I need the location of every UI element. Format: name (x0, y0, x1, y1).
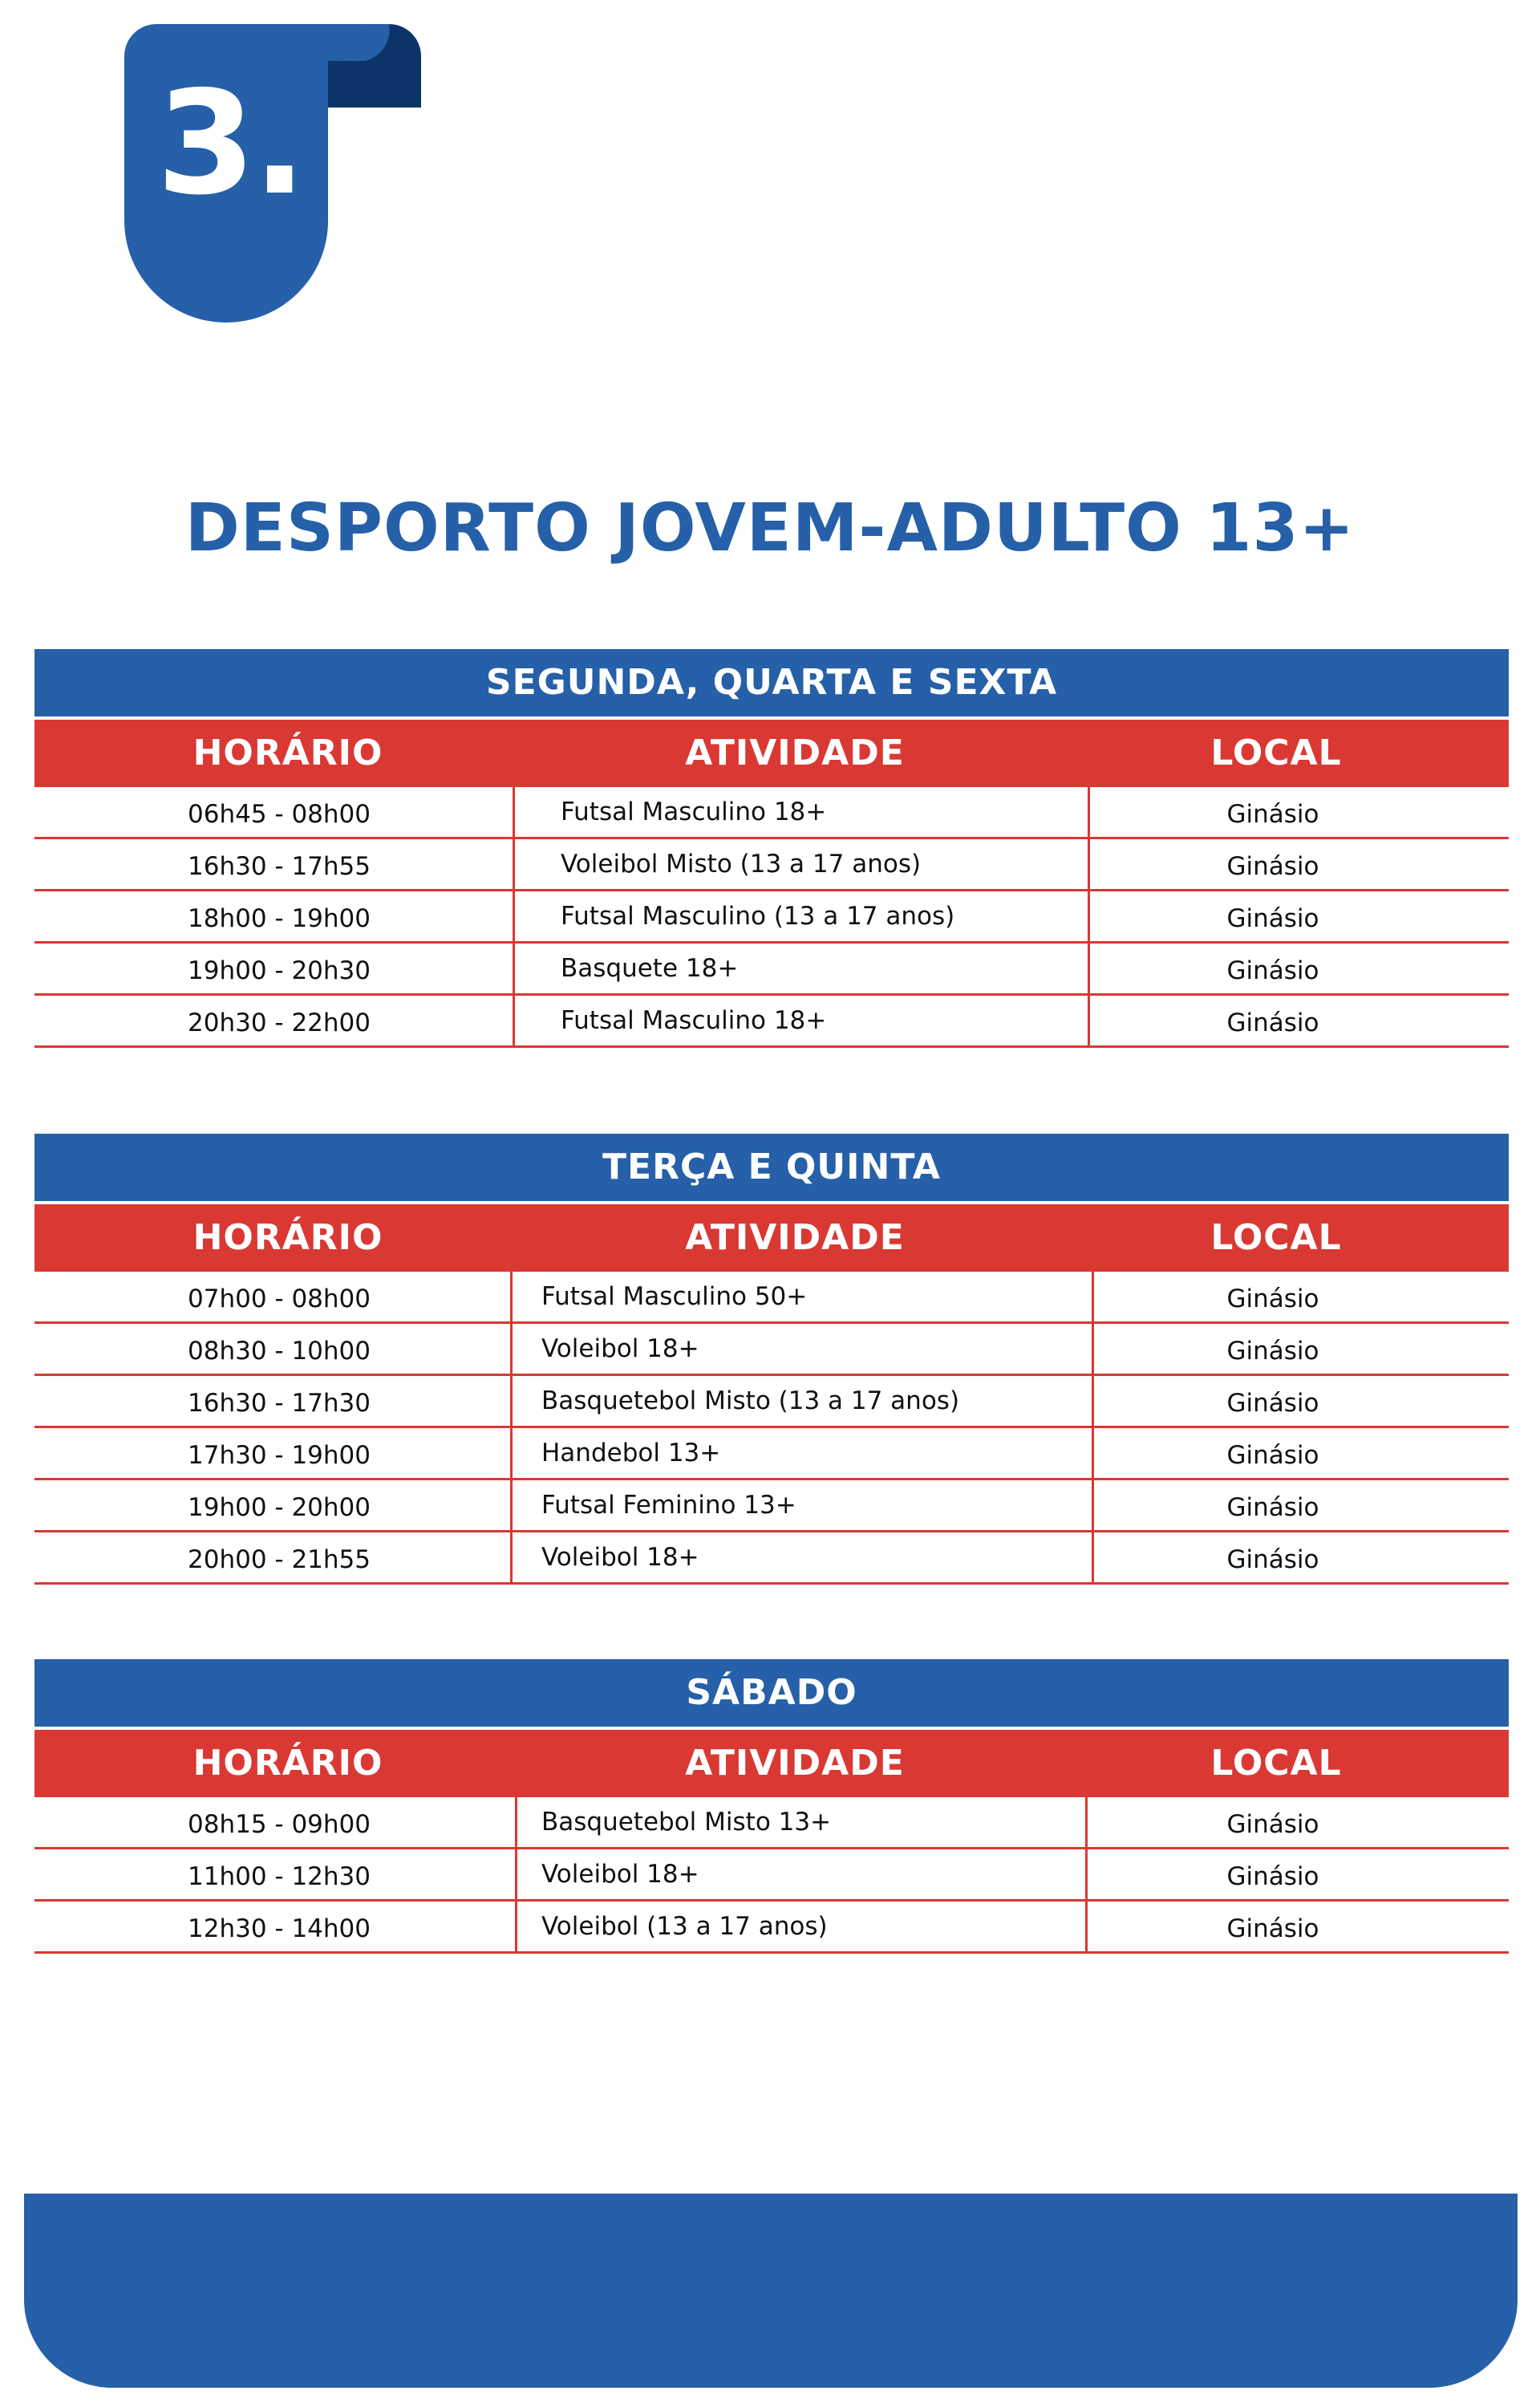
column-header-horario: HORÁRIO (192, 1743, 383, 1784)
column-header-local: LOCAL (1210, 733, 1342, 773)
local-cell: Ginásio (1226, 800, 1319, 829)
time-cell: 16h30 - 17h30 (188, 1389, 371, 1418)
activity-cell: Basquetebol Misto 13+ (541, 1808, 832, 1837)
column-header-local: LOCAL (1210, 1217, 1342, 1258)
column-header-row (34, 1204, 1509, 1272)
table-row (34, 1272, 1509, 1324)
time-cell: 18h00 - 19h00 (188, 904, 371, 933)
activity-cell: Handebol 13+ (541, 1439, 721, 1467)
table-row (34, 1480, 1509, 1532)
activity-cell: Voleibol Misto (13 a 17 anos) (561, 850, 922, 879)
column-header-horario: HORÁRIO (192, 1217, 383, 1258)
time-cell: 16h30 - 17h55 (188, 852, 371, 881)
table-row (34, 839, 1509, 891)
table-row (34, 891, 1509, 944)
column-header-row (34, 1730, 1509, 1797)
activity-cell: Futsal Masculino 50+ (541, 1282, 808, 1311)
section-heading: TERÇA E QUINTA (34, 1134, 1509, 1201)
column-divider (515, 1797, 517, 1954)
activity-cell: Basquete 18+ (561, 954, 739, 983)
time-cell: 06h45 - 08h00 (188, 800, 371, 829)
page-title: DESPORTO JOVEM-ADULTO 13+ (184, 490, 1356, 566)
local-cell: Ginásio (1226, 852, 1319, 881)
section-number-badge (124, 24, 421, 323)
local-cell: Ginásio (1226, 1493, 1319, 1522)
column-header-atividade: ATIVIDADE (685, 1743, 905, 1784)
activity-cell: Voleibol 18+ (541, 1860, 699, 1889)
time-cell: 08h15 - 09h00 (188, 1810, 371, 1839)
column-header-horario: HORÁRIO (192, 733, 383, 773)
table-row (34, 1324, 1509, 1376)
schedule-section-1 (34, 649, 1509, 1048)
local-cell: Ginásio (1226, 1441, 1319, 1470)
table-row (34, 1376, 1509, 1428)
time-cell: 19h00 - 20h30 (188, 956, 371, 985)
column-divider (1092, 1272, 1094, 1585)
time-cell: 12h30 - 14h00 (188, 1914, 371, 1943)
column-divider (513, 787, 515, 1048)
activity-cell: Voleibol 18+ (541, 1543, 699, 1572)
time-cell: 07h00 - 08h00 (188, 1285, 371, 1313)
time-cell: 20h00 - 21h55 (188, 1545, 371, 1574)
table-row (34, 1849, 1509, 1902)
table-row (34, 1797, 1509, 1849)
activity-cell: Basquetebol Misto (13 a 17 anos) (541, 1386, 960, 1415)
badge-number: 3. (156, 60, 304, 226)
table-row (34, 944, 1509, 996)
table-row (34, 1902, 1509, 1954)
table-row (34, 1428, 1509, 1480)
local-cell: Ginásio (1226, 1914, 1319, 1943)
local-cell: Ginásio (1226, 1862, 1319, 1891)
time-cell: 17h30 - 19h00 (188, 1441, 371, 1470)
column-divider (1085, 1797, 1088, 1954)
table-row (34, 787, 1509, 839)
local-cell: Ginásio (1226, 1389, 1319, 1418)
local-cell: Ginásio (1226, 1545, 1319, 1574)
time-cell: 19h00 - 20h00 (188, 1493, 371, 1522)
activity-cell: Futsal Masculino 18+ (561, 798, 827, 826)
activity-cell: Futsal Masculino 18+ (561, 1006, 827, 1035)
table-row (34, 996, 1509, 1048)
table-row (34, 1532, 1509, 1585)
local-cell: Ginásio (1226, 1285, 1319, 1313)
schedule-section-3 (34, 1659, 1509, 1954)
schedule-rows (34, 787, 1509, 1048)
time-cell: 08h30 - 10h00 (188, 1337, 371, 1366)
activity-cell: Voleibol 18+ (541, 1334, 699, 1363)
column-divider (1088, 787, 1090, 1048)
column-header-row (34, 720, 1509, 787)
activity-cell: Futsal Feminino 13+ (541, 1491, 796, 1520)
section-heading: SÁBADO (34, 1659, 1509, 1727)
schedule-section-2 (34, 1134, 1509, 1585)
schedule-rows (34, 1797, 1509, 1954)
local-cell: Ginásio (1226, 956, 1319, 985)
footer-band (24, 2194, 1518, 2388)
activity-cell: Voleibol (13 a 17 anos) (541, 1912, 828, 1941)
local-cell: Ginásio (1226, 1337, 1319, 1366)
column-header-atividade: ATIVIDADE (685, 1217, 905, 1258)
local-cell: Ginásio (1226, 904, 1319, 933)
column-divider (510, 1272, 513, 1585)
activity-cell: Futsal Masculino (13 a 17 anos) (561, 902, 955, 931)
section-heading: SEGUNDA, QUARTA E SEXTA (34, 649, 1509, 716)
column-header-local: LOCAL (1210, 1743, 1342, 1784)
local-cell: Ginásio (1226, 1009, 1319, 1037)
time-cell: 11h00 - 12h30 (188, 1862, 371, 1891)
schedule-rows (34, 1272, 1509, 1585)
column-header-atividade: ATIVIDADE (685, 733, 905, 773)
local-cell: Ginásio (1226, 1810, 1319, 1839)
time-cell: 20h30 - 22h00 (188, 1009, 371, 1037)
